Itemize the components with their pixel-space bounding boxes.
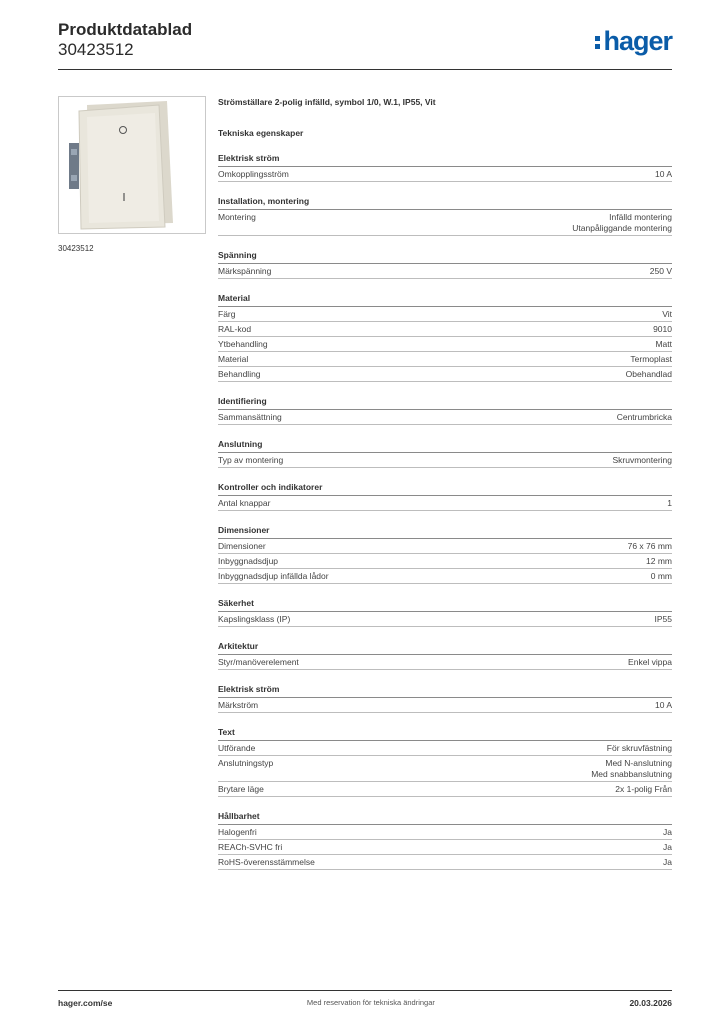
- spec-value: [655, 339, 672, 350]
- spec-value-line: 10 A: [654, 700, 672, 710]
- spec-row: [218, 554, 672, 569]
- spec-value: [628, 541, 672, 552]
- spec-row: [218, 782, 672, 797]
- section-title: Identifiering: [218, 396, 672, 410]
- spec-value-line: 76 x 76 mm: [627, 541, 672, 551]
- spec-section: [218, 641, 672, 670]
- spec-value-line: Ja: [663, 842, 672, 852]
- spec-label: Brytare läge: [218, 784, 264, 794]
- spec-label: RAL-kod: [218, 324, 252, 334]
- spec-section: [218, 396, 672, 425]
- spec-row: [218, 367, 672, 382]
- footer: [58, 998, 672, 1008]
- spec-label: Omkopplingsström: [218, 169, 289, 179]
- spec-label: Anslutningstyp: [218, 758, 274, 768]
- spec-section: [218, 727, 672, 797]
- spec-label: Sammansättning: [218, 412, 282, 422]
- spec-section: [218, 153, 672, 182]
- spec-value: [626, 369, 672, 380]
- spec-value-line: Infälld montering: [609, 212, 672, 222]
- spec-value: [612, 455, 672, 466]
- spec-row: [218, 453, 672, 468]
- spec-row: [218, 698, 672, 713]
- spec-value-line: Ja: [663, 827, 672, 837]
- spec-row: [218, 612, 672, 627]
- spec-value-line: Enkel vippa: [628, 657, 672, 667]
- spec-label: Utförande: [218, 743, 256, 753]
- spec-section: [218, 598, 672, 627]
- spec-value: [655, 700, 672, 711]
- spec-section: [218, 525, 672, 584]
- spec-value-line: För skruvfästning: [606, 743, 672, 753]
- spec-label: Kapslingsklass (IP): [218, 614, 291, 624]
- section-title: Material: [218, 293, 672, 307]
- spec-section: [218, 250, 672, 279]
- spec-row: [218, 167, 672, 182]
- spec-label: REACh-SVHC fri: [218, 842, 283, 852]
- spec-label: Material: [218, 354, 249, 364]
- spec-row: [218, 307, 672, 322]
- spec-value: [663, 857, 672, 868]
- spec-label: Inbyggnadsdjup infällda lådor: [218, 571, 329, 581]
- spec-label: Behandling: [218, 369, 261, 379]
- spec-row: [218, 539, 672, 554]
- spec-sections: [218, 153, 672, 870]
- logo-text: hager: [603, 26, 672, 56]
- spec-value-line: 9010: [653, 324, 672, 334]
- section-title: Dimensioner: [218, 525, 672, 539]
- spec-value-line: Med snabbanslutning: [591, 769, 672, 779]
- logo-dots-icon: [595, 33, 601, 52]
- spec-label: Dimensioner: [218, 541, 266, 551]
- section-title: Spänning: [218, 250, 672, 264]
- spec-label: Styr/manöverelement: [218, 657, 299, 667]
- spec-value: [653, 324, 672, 335]
- spec-value: [663, 842, 672, 853]
- footer-date: 20.03.2026: [629, 998, 672, 1008]
- header-divider: [58, 69, 672, 70]
- spec-value-line: 1: [667, 498, 672, 508]
- spec-label: Märkspänning: [218, 266, 272, 276]
- product-image: [58, 96, 206, 234]
- spec-label: Ytbehandling: [218, 339, 268, 349]
- spec-row: [218, 322, 672, 337]
- spec-label: Halogenfri: [218, 827, 257, 837]
- section-title: Elektrisk ström: [218, 153, 672, 167]
- spec-value-line: 250 V: [649, 266, 672, 276]
- spec-content: [218, 96, 672, 884]
- spec-value: [617, 412, 672, 423]
- spec-value: [572, 212, 672, 234]
- spec-row: [218, 410, 672, 425]
- spec-row: [218, 741, 672, 756]
- footer-divider: [58, 990, 672, 991]
- spec-value-line: Ja: [663, 857, 672, 867]
- spec-value-line: 12 mm: [646, 556, 672, 566]
- spec-label: Färg: [218, 309, 236, 319]
- section-title: Text: [218, 727, 672, 741]
- spec-section: [218, 196, 672, 236]
- section-title: Installation, montering: [218, 196, 672, 210]
- spec-section: [218, 811, 672, 870]
- spec-section: [218, 439, 672, 468]
- hager-logo: [595, 26, 672, 56]
- spec-value-line: 10 A: [654, 169, 672, 179]
- spec-value: [655, 169, 672, 180]
- document-title: Produktdatablad: [58, 20, 193, 39]
- spec-row: [218, 756, 672, 782]
- spec-row: [218, 352, 672, 367]
- spec-value-line: Matt: [655, 339, 672, 349]
- spec-value: [651, 571, 672, 582]
- spec-value-line: Skruvmontering: [612, 455, 672, 465]
- spec-value-line: IP55: [654, 614, 672, 624]
- spec-row: [218, 840, 672, 855]
- spec-value: [663, 827, 672, 838]
- product-number: 30423512: [58, 40, 134, 59]
- spec-value: [667, 498, 672, 509]
- section-title: Elektrisk ström: [218, 684, 672, 698]
- section-title: Anslutning: [218, 439, 672, 453]
- spec-label: Montering: [218, 212, 256, 222]
- spec-value-line: Utanpåliggande montering: [572, 223, 672, 233]
- spec-row: [218, 825, 672, 840]
- spec-row: [218, 569, 672, 584]
- spec-value: [646, 556, 672, 567]
- spec-value: [655, 614, 673, 625]
- image-caption: 30423512: [58, 244, 94, 253]
- spec-section: [218, 684, 672, 713]
- spec-value-line: Med N-anslutning: [605, 758, 672, 768]
- spec-value-line: Vit: [662, 309, 672, 319]
- spec-row: [218, 855, 672, 870]
- spec-value: [591, 758, 672, 780]
- spec-value-line: Obehandlad: [625, 369, 672, 379]
- header: [58, 20, 192, 60]
- spec-section: [218, 482, 672, 511]
- spec-label: Antal knappar: [218, 498, 271, 508]
- spec-value: [628, 657, 672, 668]
- section-title: Arkitektur: [218, 641, 672, 655]
- spec-label: Märkström: [218, 700, 259, 710]
- spec-value-line: Centrumbricka: [616, 412, 672, 422]
- spec-value-line: 0 mm: [650, 571, 672, 581]
- spec-value-line: 2x 1-polig Från: [615, 784, 672, 794]
- section-title: Hållbarhet: [218, 811, 672, 825]
- spec-value: [630, 354, 672, 365]
- spec-value: [607, 743, 672, 754]
- spec-row: [218, 210, 672, 236]
- spec-label: Typ av montering: [218, 455, 284, 465]
- spec-value-line: Termoplast: [630, 354, 672, 364]
- product-description: Strömställare 2-polig infälld, symbol 1/0, W.1, IP55, Vit: [218, 97, 436, 107]
- section-title: Kontroller och indikatorer: [218, 482, 672, 496]
- spec-label: RoHS-överensstämmelse: [218, 857, 315, 867]
- footer-disclaimer: Med reservation för tekniska ändringar: [306, 998, 435, 1007]
- specs-heading: Tekniska egenskaper: [218, 128, 304, 138]
- footer-website[interactable]: hager.com/se: [58, 998, 113, 1008]
- spec-row: [218, 264, 672, 279]
- spec-value: [615, 784, 672, 795]
- spec-value: [662, 309, 672, 320]
- spec-row: [218, 337, 672, 352]
- spec-section: [218, 293, 672, 382]
- spec-row: [218, 655, 672, 670]
- spec-value: [650, 266, 672, 277]
- section-title: Säkerhet: [218, 598, 672, 612]
- spec-row: [218, 496, 672, 511]
- switch-product-photo-icon: [59, 97, 205, 233]
- spec-label: Inbyggnadsdjup: [218, 556, 279, 566]
